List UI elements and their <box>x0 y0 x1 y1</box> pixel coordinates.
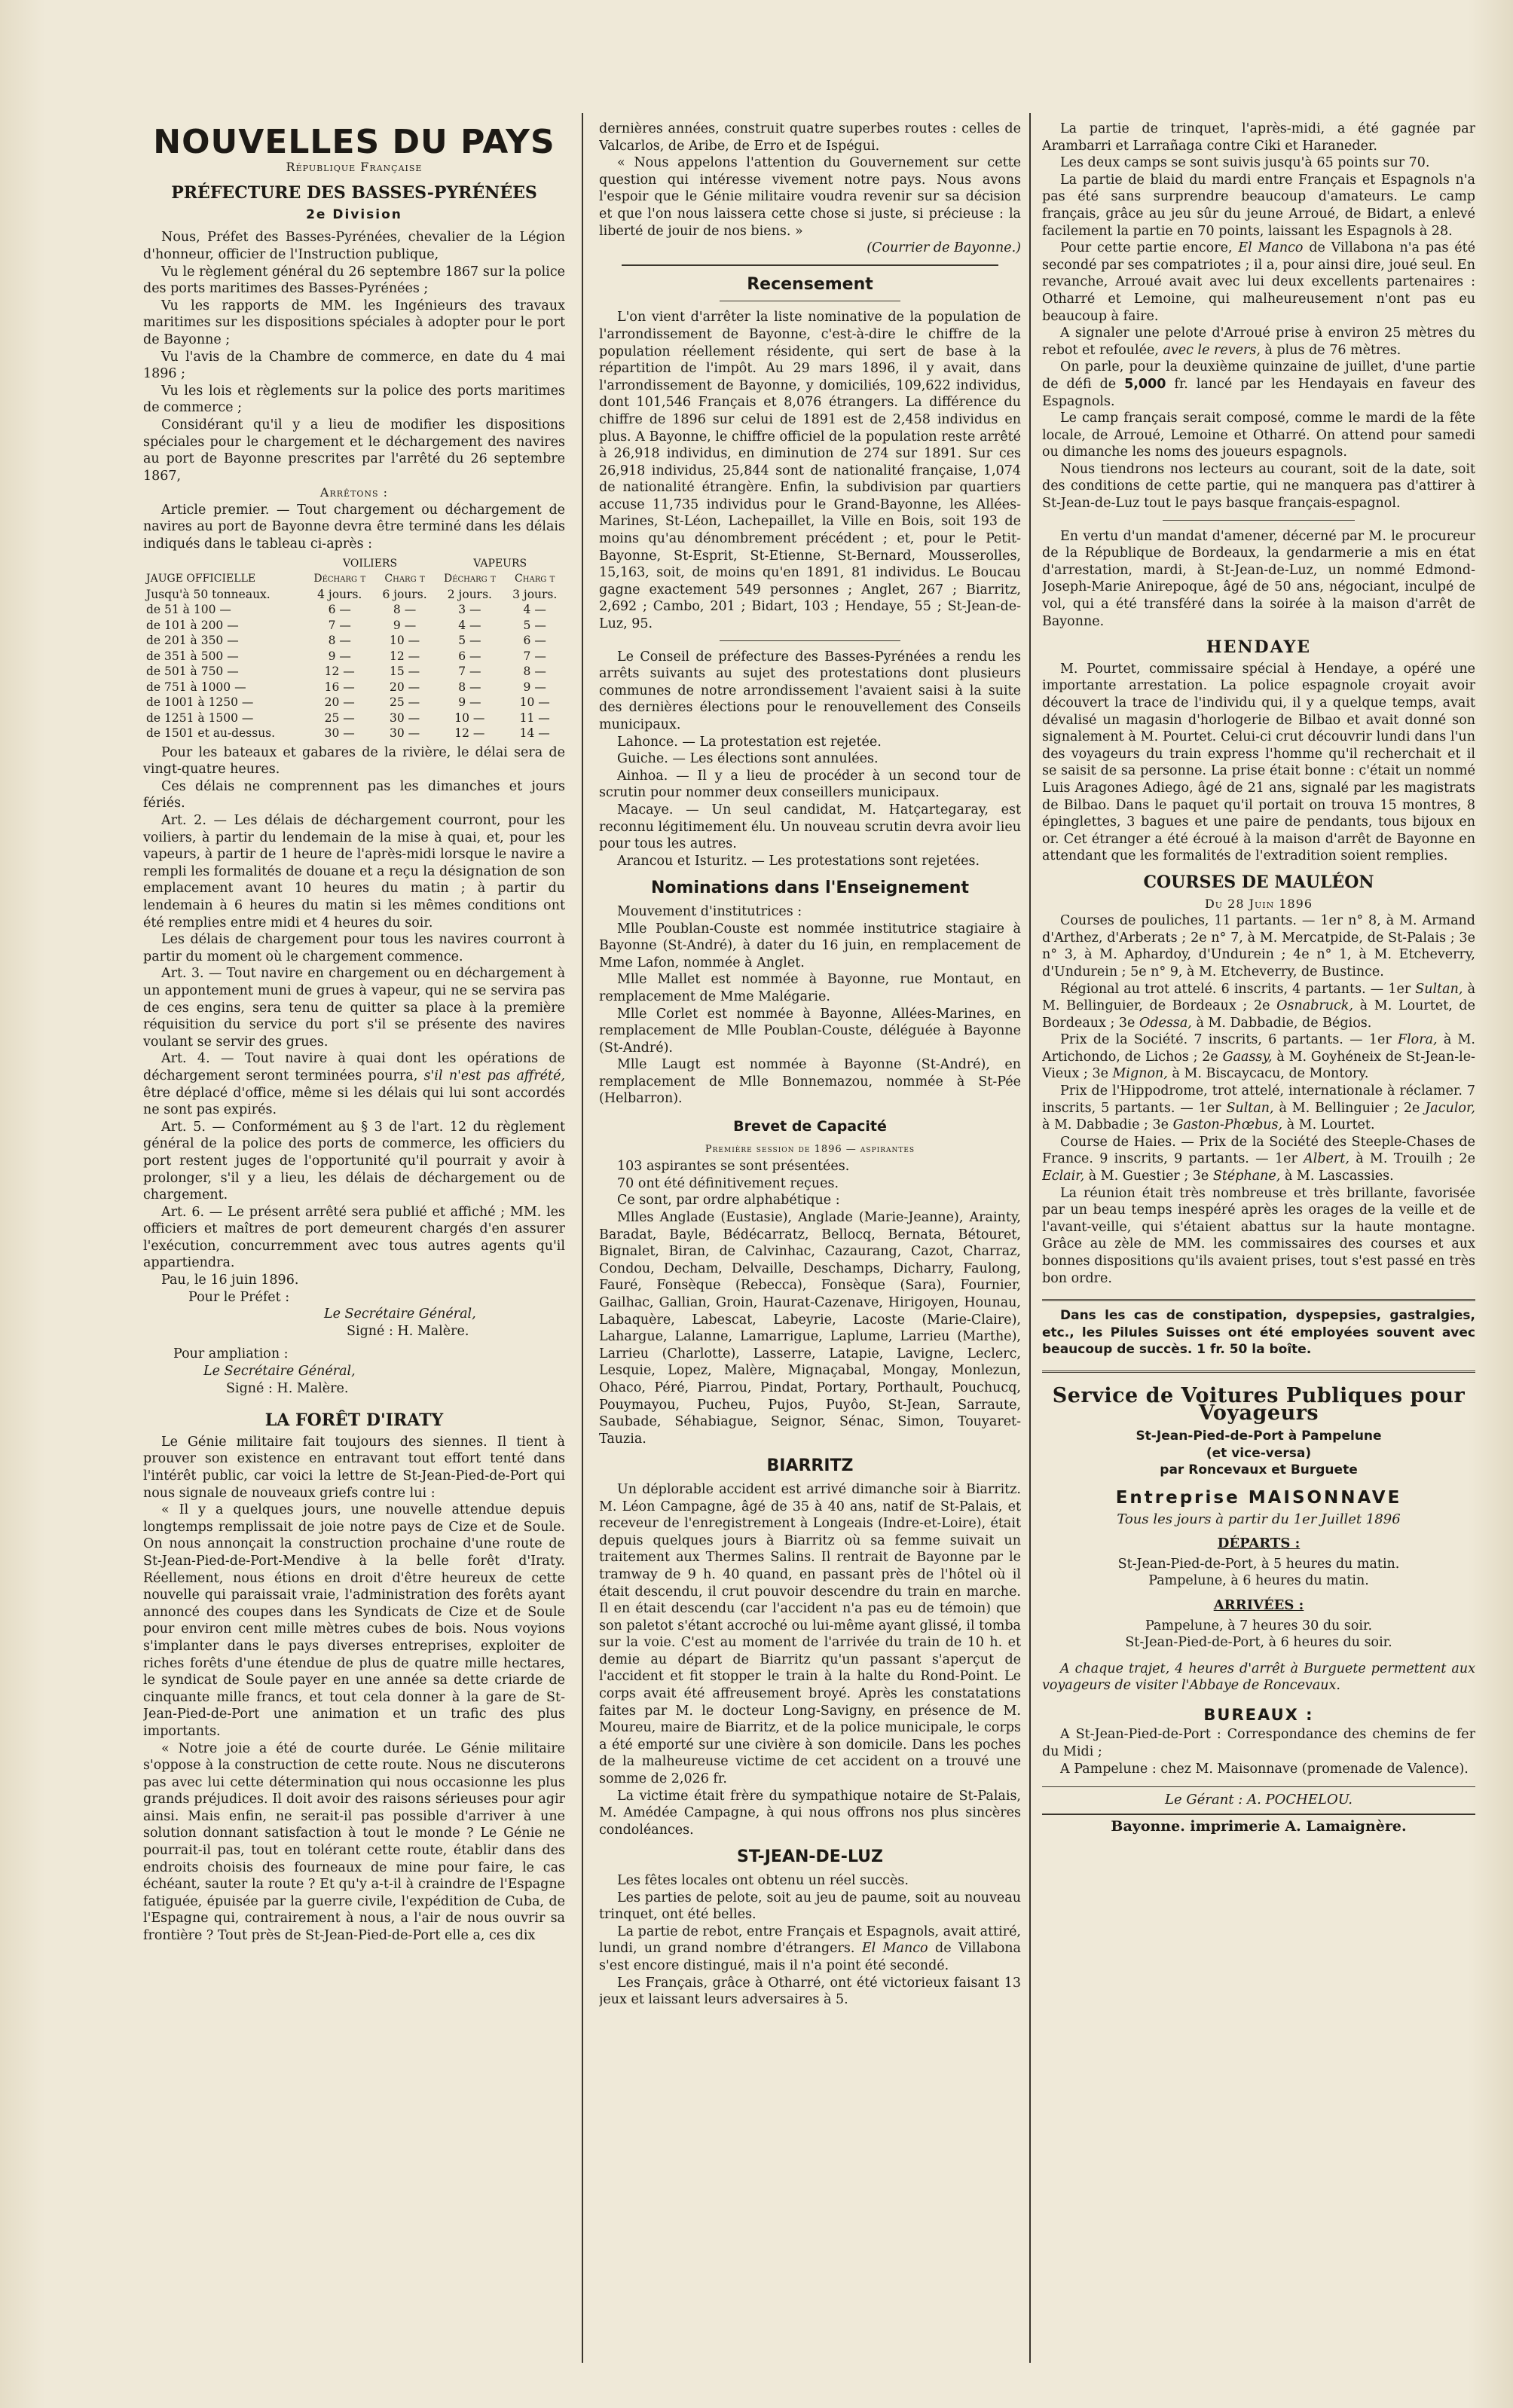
table-cell-delai: 15 — <box>389 665 420 679</box>
table-head-charg: Charg t <box>515 573 555 585</box>
column-1 <box>143 121 565 2388</box>
masthead: NOUVELLES DU PAYS <box>153 123 555 161</box>
paragraph: La partie de rebot, entre Français et Espagnols, avait attiré, lundi, un grand nombre d'étrangers. El Manco de Villabona s'est encore distingué, mais il n'a point été secondé. <box>599 1924 1021 1973</box>
paragraph: Considérant qu'il y a lieu de modifier les dispositions spéciales pour le chargement et le déchargement des navires au port de Bayonne prescrites par l'arrêté du 26 septembre 1867, <box>143 417 565 484</box>
ad-arret-note: A chaque trajet, 4 heures d'arrêt à Burguete permettent aux voyageurs de visiter l'Abbaye de Roncevaux. <box>1042 1661 1475 1694</box>
table-cell-delai: 8 — <box>523 665 546 679</box>
table-row <box>143 618 565 634</box>
ad-voitures-title: Service de Voitures Publiques pour Voyageurs <box>1052 1383 1466 1425</box>
table-cell-jauge: de 1251 à 1500 — <box>146 710 254 725</box>
paragraph: Prix de l'Hippodrome, trot attelé, internationale à réclamer. 7 inscrits, 5 partants. — 1er Sultan, à M. Bellinguier ; 2e Jaculor, à M. Dabbadie ; 3e Gaston-Phœbus, à M. Lourtet. <box>1042 1083 1475 1133</box>
table-cell-delai: 4 — <box>458 618 481 632</box>
table-cell-delai: 20 — <box>389 680 420 694</box>
paragraph: La victime était frère du sympathique notaire de St-Palais, M. Amédée Campagne, à qui nous offrons nos plus sincères condoléances. <box>599 1788 1021 1838</box>
table-cell-jauge: de 1501 et au-dessus. <box>146 726 276 741</box>
paragraph: Les fêtes locales ont obtenu un réel succès. <box>617 1873 909 1888</box>
paragraph: Mlles Anglade (Eustasie), Anglade (Marie-Jeanne), Arainty, Baradat, Bayle, Bédécarratz, Bellocq, Bernata, Bétouret, Bignalet, Biran, de Calvinhac, Cazaurang, Cazot, Charraz, Condou, Decham, Delvaille, Deschamps, Dicharry, Faulong, Fauré, Fonsèque (Rebecca), Fonsèque (Sara), Fournier, Gailhac, Gallian, Groin, Haurat-Cazenave, Hirigoyen, Hounau, Labaquère, Labescat, Labeyrie, Lacoste (Marie-Claire), Lahargue, Lalanne, Lamarrigue, Laplume, Larrieu (Marthe), Larrieu (Charlotte), Lasserre, Latapie, Lavigne, Leclerc, Lesquie, Lopez, Malère, Mignaçabal, Mongay, Monlezun, Ohaco, Péré, Piarrou, Pindat, Portary, Porthault, Pouchucq, Pouymayou, Pucheu, Pujos, Puyôo, St-Jean, Sarraute, Saubade, Séhabiague, Seignor, Sénac, Simon, Touyaret-Tauzia. <box>599 1210 1021 1447</box>
table-head-jauge: JAUGE OFFICIELLE <box>146 573 256 585</box>
advertisement-pilules <box>1042 1299 1475 1358</box>
paragraph: Vu l'avis de la Chambre de commerce, en date du 4 mai 1896 ; <box>143 349 565 382</box>
table-cell-jauge: de 51 à 100 — <box>146 603 231 617</box>
ad-bureaux-heading: BUREAUX : <box>1203 1705 1314 1724</box>
paragraph: Régional au trot attelé. 6 inscrits, 4 partants. — 1er Sultan, à M. Bellinguier, de Bordeaux ; 2e Osnabruck, à M. Lourtet, de Bordeaux ; 3e Odessa, à M. Dabbadie, de Bégios. <box>1042 981 1475 1031</box>
gerant-line: Le Gérant : A. POCHELOU. <box>1165 1792 1353 1808</box>
paragraph: En vertu d'un mandat d'amener, décerné par M. le procureur de la République de Bordeaux, la gendarmerie a mis en état d'arrestation, mardi, à St-Jean-de-Luz, un nommé Edmond-Joseph-Marie Anirepoque, âgé de 50 ans, négociant, inculpé de vol, qui a été transféré dans la soirée à la maison d'arrêt de Bayonne. <box>1042 528 1475 629</box>
table-cell-jauge: de 351 à 500 — <box>146 649 239 663</box>
nominations-title: Nominations dans l'Enseignement <box>651 879 969 898</box>
column-2 <box>599 121 1021 2388</box>
table-head-vapeurs: VAPEURS <box>473 557 527 570</box>
table-cell-delai: 7 — <box>458 665 481 679</box>
paragraph: Le Conseil de préfecture des Basses-Pyrénées a rendu les arrêts suivants au sujet des protestations dont plusieurs communes de notre arrondissement l'avaient saisi à la suite des dernières élections pour le renouvellement des Conseils municipaux. <box>599 649 1021 732</box>
table-row <box>143 587 565 603</box>
table-cell-delai: 8 — <box>458 680 481 694</box>
courses-date: Du 28 Juin 1896 <box>1204 896 1313 911</box>
divider <box>622 264 998 266</box>
table-cell-delai: 8 — <box>328 634 351 648</box>
ampliation: Pour ampliation : <box>173 1346 289 1362</box>
table-cell-jauge: de 501 à 750 — <box>146 665 239 679</box>
table-row <box>143 680 565 695</box>
paragraph: Nous tiendrons nos lecteurs au courant, soit de la date, soit des conditions de cette partie, qui ne manquera pas d'attirer à St-Jean-de-Luz tout le pays basque français-espagnol. <box>1042 461 1475 512</box>
divider <box>1163 520 1355 521</box>
paragraph: 103 aspirantes se sont présentées. <box>617 1159 850 1175</box>
table-cell-delai: 16 — <box>324 680 355 694</box>
secretaire-general: Le Secrétaire Général, <box>324 1306 476 1322</box>
paragraph: Courses de pouliches, 11 partants. — 1er n° 8, à M. Armand d'Arthez, d'Arberats ; 2e n° 7, à M. Mercatpide, de St-Palais ; 3e n° 3, à M. Aphardoy, d'Undurein ; 4e n° 1, à M. Etcheverry, d'Undurein ; 5e n° 9, à M. Etcheverry, de Bustince. <box>1042 913 1475 979</box>
paragraph: Vu les lois et règlements sur la police des ports maritimes de commerce ; <box>143 383 565 416</box>
imprimerie-line: Bayonne. imprimerie A. Lamaignère. <box>1042 1814 1475 1835</box>
table-cell-delai: 4 — <box>523 603 546 617</box>
paragraph: Nous, Préfet des Basses-Pyrénées, chevalier de la Légion d'honneur, officier de l'Instruction publique, <box>143 230 565 262</box>
table-cell-delai: 20 — <box>324 695 355 710</box>
article-1: Article premier. — Tout chargement ou déchargement de navires au port de Bayonne devra être terminé dans les délais indiqués dans le tableau ci-après : <box>143 502 565 552</box>
paragraph: Les deux camps se sont suivis jusqu'à 65 points sur 70. <box>1060 155 1430 171</box>
arretons-label: Arrêtons : <box>319 485 389 500</box>
ad-bureau-line: A Pampelune : chez M. Maisonnave (promenade de Valence). <box>1060 1761 1469 1777</box>
table-head-dech: Décharg t <box>313 573 366 585</box>
paragraph: A signaler une pelote d'Arroué prise à environ 25 mètres du rebot et refoulée, avec le revers, à plus de 76 mètres. <box>1042 325 1475 358</box>
table-cell-delai: 5 — <box>458 634 481 648</box>
paragraph: Ces délais ne comprennent pas les dimanches et jours fériés. <box>143 778 565 811</box>
table-cell-delai: 6 — <box>523 634 546 648</box>
paragraph: Le camp français serait composé, comme le mardi de la fête locale, de Arroué, Lemoine et Otharré. On attend pour samedi ou dimanche les noms des joueurs espagnols. <box>1042 411 1475 460</box>
column-rule <box>582 113 583 2363</box>
table-row <box>143 710 565 726</box>
paragraph: Les délais de chargement pour tous les navires courront à partir du moment où le chargement commence. <box>143 932 565 964</box>
ad-pilules-text: Dans les cas de constipation, dyspepsies, gastralgies, etc., les Pilules Suisses ont été employées souvent avec beaucoup de succès. 1 fr. 50 la boîte. <box>1042 1308 1475 1358</box>
paragraph: Prix de la Société. 7 inscrits, 6 partants. — 1er Flora, à M. Artichondo, de Lichos ; 2e Gaassy, à M. Goyhéneix de St-Jean-le-Vieux ; 3e Mignon, à M. Biscaycacu, de Montory. <box>1042 1032 1475 1082</box>
table-cell-delai: 9 — <box>458 695 481 710</box>
paragraph: Les parties de pelote, soit au jeu de paume, soit au nouveau trinquet, ont été belles. <box>599 1890 1021 1923</box>
paragraph: Vu le règlement général du 26 septembre 1867 sur la police des ports maritimes des Basses-Pyrénées ; <box>143 264 565 297</box>
table-cell-delai: 10 — <box>454 710 485 725</box>
table-cell-jauge: de 101 à 200 — <box>146 618 239 632</box>
ad-arrivees-heading: ARRIVÉES : <box>1213 1597 1304 1613</box>
paragraph: Les Français, grâce à Otharré, ont été victorieux faisant 13 jeux et laissant leurs adversaires à 5. <box>599 1975 1021 2008</box>
article-4: Art. 4. — Tout navire à quai dont les opérations de déchargement seront terminées pourra, s'il n'est pas affrété, être déplacé d'office, même si les délais qui lui sont accordés ne sont pas expirés. <box>143 1051 565 1118</box>
source-credit: (Courrier de Bayonne.) <box>867 240 1021 256</box>
ad-depart-line: Pampelune, à 6 heures du matin. <box>1148 1573 1369 1589</box>
table-cell-delai: 6 jours. <box>382 587 427 601</box>
paragraph: Mlle Corlet est nommée à Bayonne, Allées-Marines, en remplacement de Mlle Poublan-Couste, déléguée à Bayonne (St-André). <box>599 1006 1021 1056</box>
paragraph: L'on vient d'arrêter la liste nominative de la population de l'arrondissement de Bayonne, c'est-à-dire le chiffre de la population réellement résidente, qui sert de base à la répartition de l'impôt. Au 29 mars 1896, il y avait, dans l'arrondissement de Bayonne, y domiciliés, 109,622 individus, dont 101,546 Français et 8,076 étrangers. La différence du chiffre de 1896 sur celui de 1891 est de 2,458 individus en plus. A Bayonne, le chiffre officiel de la population reste arrêté à 26,918 individus, en diminution de 274 sur 1891. Sur ces 26,918 individus, 25,844 sont de nationalité française, 1,074 de nationalité étrangère. Enfin, la subdivision par quartiers accuse 11,735 individus pour le Grand-Bayonne, les Allées-Marines, St-Léon, Lachepaillet, la Ville en Bois, soit 193 de moins qu'au dénombrement précédent ; et, pour le Petit-Bayonne, St-Esprit, St-Etienne, St-Bernard, Mousserolles, 15,163, soit, de moins qu'en 1891, 81 individus. Le Boucau gagne exactement 549 personnes ; Anglet, 267 ; Biarritz, 2,692 ; Cambo, 201 ; Bidart, 103 ; Hendaye, 55 ; St-Jean-de-Luz, 95. <box>599 310 1021 632</box>
prefecture-title: PRÉFECTURE DES BASSES-PYRÉNÉES <box>171 183 537 203</box>
table-cell-delai: 4 jours. <box>317 587 362 601</box>
table-cell-delai: 11 — <box>519 710 550 725</box>
ad-route: St-Jean-Pied-de-Port à Pampelune <box>1136 1429 1382 1444</box>
divider <box>720 640 900 641</box>
paragraph: 70 ont été définitivement reçues. <box>617 1175 839 1191</box>
paragraph: dernières années, construit quatre superbes routes : celles de Valcarlos, de Aribe, de Erro et de Ispégui. <box>599 121 1021 154</box>
table-row <box>143 695 565 710</box>
table-cell-delai: 14 — <box>519 726 550 741</box>
table-cell-jauge: de 751 à 1000 — <box>146 680 246 694</box>
article-2: Art. 2. — Les délais de déchargement courront, pour les voiliers, à partir du lendemain de la mise à quai, et, pour les vapeurs, à partir de 1 heure de l'après-midi lorsque le navire a rempli les formalités de douane et a reçu la désignation de son emplacement avant 10 heures du matin ; à partir du lendemain à 6 heures du matin si les mêmes conditions ont été remplies entre midi et 4 heures du soir. <box>143 813 565 931</box>
table-cell-delai: 25 — <box>389 695 420 710</box>
article-6: Art. 6. — Le présent arrêté sera publié et affiché ; MM. les officiers et maîtres de port demeurent chargés d'en assurer l'exécution, concurremment avec tous autres agents qu'il appartiendra. <box>143 1204 565 1271</box>
table-cell-delai: 30 — <box>389 710 420 725</box>
stjean-title: ST-JEAN-DE-LUZ <box>736 1847 883 1867</box>
table-cell-delai: 10 — <box>519 695 550 710</box>
paragraph: Pour cette partie encore, El Manco de Villabona n'a pas été secondé par ses compatriotes ; il a, pour ainsi dire, joué seul. En revanche, Arroué avait avec lui deux excellents partenaires : Otharré et Lemoine, qui malheureusement n'ont pas eu beaucoup à faire. <box>1042 240 1475 324</box>
table-cell-delai: 6 — <box>328 603 351 617</box>
date-line: Pau, le 16 juin 1896. <box>161 1273 299 1288</box>
table-cell-jauge: de 201 à 350 — <box>146 634 239 648</box>
column-rule <box>1029 113 1031 2363</box>
paragraph: Lahonce. — La protestation est rejetée. <box>617 734 882 750</box>
pour-prefet: Pour le Préfet : <box>188 1289 290 1305</box>
brevet-subtitle: Première session de 1896 — aspirantes <box>705 1143 915 1155</box>
ad-departs-heading: DÉPARTS : <box>1217 1536 1301 1552</box>
paragraph: Ainhoa. — Il y a lieu de procéder à un second tour de scrutin pour nommer deux conseillers municipaux. <box>599 768 1021 801</box>
signature: Signé : H. Malère. <box>347 1323 469 1339</box>
biarritz-title: BIARRITZ <box>766 1456 854 1476</box>
paragraph: M. Pourtet, commissaire spécial à Hendaye, a opéré une importante arrestation. La police espagnole croyait avoir découvert la trace de l'individu qui, il y a quelque temps, avait dévalisé un magasin d'horlogerie de Bilbao et avait donné son signalement à M. Pourtet. Celui-ci crut découvrir lundi dans l'un des voyageurs du train express l'homme qu'il recherchait et il se saisit de sa personne. La prise était bonne : c'était un nommé Luis Aragones Adiego, âgé de 21 ans, signalé par les magistrats de Bilbao. Dans le paquet qu'il portait on trouva 15 montres, 8 épinglettes, 3 bagues et une paire de pendants, tous bijoux en or. Cet étranger a été écroué à la maison d'arrêt de Bayonne en attendant que les formalités de l'extradition soient remplies. <box>1042 661 1475 864</box>
table-cell-delai: 7 — <box>328 618 351 632</box>
paragraph: Macaye. — Un seul candidat, M. Hatçartegaray, est reconnu légitimement élu. Un nouveau scrutin devra avoir lieu pour tous les autres. <box>599 802 1021 852</box>
table-row <box>143 602 565 618</box>
paragraph: « Notre joie a été de courte durée. Le Génie militaire s'oppose à la construction de cette route. Nous ne discuterons pas avec lui cette détermination qui nous occasionne les plus grands préjudices. Il doit avoir des raisons sérieuses pour agir ainsi. Mais enfin, ne serait-il pas possible d'arriver à une solution donnant satisfaction à tout le monde ? Le Génie ne pourrait-il pas, tout en tolérant cette route, établir dans des endroits choisis des fourneaux de mine pour faire, le cas échéant, sauter la route ? Et qu'y a-t-il à craindre de l'Espagne fatiguée, épuisée par la guerre civile, l'expédition de Cuba, de l'Espagne qui, contrairement à nous, a l'air de nous ouvrir sa frontière ? Tout près de St-Jean-Pied-de-Port elle a, ces dix <box>143 1740 565 1944</box>
secretaire-general: Le Secrétaire Général, <box>203 1364 356 1380</box>
courses-title: COURSES DE MAULÉON <box>1143 872 1374 892</box>
table-row <box>143 649 565 665</box>
table-cell-delai: 3 jours. <box>512 587 558 601</box>
article-5: Art. 5. — Conformément au § 3 de l'art. 12 du règlement général de la police des ports de commerce, les officiers du port restent juges de l'opportunité qu'il pourrait y avoir à prolonger, s'il y a lieu, les délais de déchargement ou de chargement. <box>143 1119 565 1203</box>
republique-heading: République Française <box>286 159 423 174</box>
table-cell-delai: 8 — <box>393 603 417 617</box>
column-3 <box>1042 121 1475 2388</box>
paragraph: Mlle Laugt est nommée à Bayonne (St-André), en remplacement de Mlle Bonnemazou, nommée à St-Pée (Helbarron). <box>599 1057 1021 1107</box>
paragraph: La partie de blaid du mardi entre Français et Espagnols n'a pas été sans surprendre beaucoup d'amateurs. Le camp français, grâce au jeu sûr du jeune Arroué, de Bidart, a enlevé facilement la partie en 70 points, laissant les Espagnols à 28. <box>1042 172 1475 239</box>
table-head-charg: Charg t <box>384 573 425 585</box>
table-cell-delai: 2 jours. <box>447 587 492 601</box>
table-cell-delai: 3 — <box>458 603 481 617</box>
ad-via: par Roncevaux et Burguete <box>1160 1462 1358 1478</box>
paragraph: Le Génie militaire fait toujours des siennes. Il tient à prouver son existence en entravant tout effort tenté dans l'intérêt public, car voici la lettre de St-Jean-Pied-de-Port qui nous signale de nouveaux griefs contre lui : <box>143 1434 565 1501</box>
paragraph: Mlle Poublan-Couste est nommée institutrice stagiaire à Bayonne (St-André), à dater du 16 juin, en remplacement de Mme Lafon, nommée à Anglet. <box>599 921 1021 970</box>
paragraph: La partie de trinquet, l'après-midi, a été gagnée par Arambarri et Larrañaga contre Ciki et Haraneder. <box>1042 121 1475 154</box>
brevet-title: Brevet de Capacité <box>733 1118 887 1135</box>
table-head-voiliers: VOILIERS <box>343 557 398 570</box>
table-cell-delai: 12 — <box>389 649 420 663</box>
ad-vice-versa: (et vice-versa) <box>1206 1445 1312 1461</box>
table-row <box>143 726 565 741</box>
ad-bureau-line: A St-Jean-Pied-de-Port : Correspondance des chemins de fer du Midi ; <box>1042 1727 1475 1760</box>
paragraph: Course de Haies. — Prix de la Société des Steeple-Chases de France. 9 inscrits, 9 partants. — 1er Albert, à M. Trouilh ; 2e Eclair, à M. Guestier ; 3e Stéphane, à M. Lascassies. <box>1042 1134 1475 1184</box>
table-row <box>143 633 565 649</box>
paragraph: « Il y a quelques jours, une nouvelle attendue depuis longtemps remplissait de joie notre pays de Cize et de Soule. On nous annonçait la construction prochaine d'une route de St-Jean-Pied-de-Port-Mendive à la belle forêt d'Iraty. Réellement, nous étions en droit d'être heureux de cette nouvelle qui paraissait vraie, l'administration des forêts ayant annoncé des coupes dans les Syndicats de Cize et de Soule pour environ cent mille mètres cubes de bois. Nous voyions s'implanter dans le pays diverses entreprises, exploiter de riches forêts d'une étendue de plus de quatre mille hectares, le syndicat de Soule payer en une année sa dette criarde de cinquante mille francs, et tout cela donner à la gare de St-Jean-Pied-de-Port une animation et un trafic des plus importants. <box>143 1502 565 1739</box>
ad-arrivee-line: St-Jean-Pied-de-Port, à 6 heures du soir. <box>1125 1635 1392 1651</box>
table-cell-jauge: Jusqu'à 50 tonneaux. <box>146 587 271 601</box>
table-cell-delai: 12 — <box>454 726 485 741</box>
table-cell-delai: 9 — <box>523 680 546 694</box>
table-head-dech: Décharg t <box>443 573 496 585</box>
ad-depart-line: St-Jean-Pied-de-Port, à 5 heures du matin. <box>1117 1556 1400 1572</box>
paragraph: Pour les bateaux et gabares de la rivière, le délai sera de vingt-quatre heures. <box>143 744 565 778</box>
paragraph: « Nous appelons l'attention du Gouvernement sur cette question qui intéresse vivement notre pays. Nous avons l'espoir que le Génie militaire voudra revenir sur sa décision et que l'on nous laissera cette chose si juste, si précieuse : la liberté de jouir de nos biens. » <box>599 155 1021 239</box>
hendaye-title: HENDAYE <box>1206 637 1312 658</box>
table-cell-jauge: de 1001 à 1250 — <box>146 695 254 710</box>
paragraph: Ce sont, par ordre alphabétique : <box>617 1193 840 1209</box>
signature: Signé : H. Malère. <box>226 1380 349 1396</box>
ad-tous-les-jours: Tous les jours à partir du 1er Juillet 1896 <box>1117 1511 1401 1527</box>
recensement-title: Recensement <box>747 274 873 294</box>
table-cell-delai: 12 — <box>324 665 355 679</box>
division-label: 2e Division <box>306 206 402 222</box>
foret-title: LA FORÊT D'IRATY <box>264 1410 444 1431</box>
table-cell-delai: 30 — <box>389 726 420 741</box>
footer <box>1042 1786 1475 1835</box>
article-3: Art. 3. — Tout navire en chargement ou en déchargement à un appontement muni de grues à vapeur, qui ne se servira pas de ces engins, sera tenu de quitter sa place à la première réquisition du service du port s'il se présente des navires voulant se servir des grues. <box>143 966 565 1050</box>
paragraph: Mlle Mallet est nommée à Bayonne, rue Montaut, en remplacement de Mme Malégarie. <box>599 972 1021 1004</box>
table-cell-delai: 7 — <box>523 649 546 663</box>
paragraph: Mouvement d'institutrices : <box>617 903 802 919</box>
delais-table <box>143 556 565 741</box>
paragraph: Guiche. — Les élections sont annulées. <box>617 751 879 767</box>
ad-arrivee-line: Pampelune, à 7 heures 30 du soir. <box>1145 1618 1373 1633</box>
table-cell-delai: 5 — <box>523 618 546 632</box>
table-cell-delai: 10 — <box>389 634 420 648</box>
paragraph: Vu les rapports de MM. les Ingénieurs des travaux maritimes sur les dispositions spéciales à adopter pour le port de Bayonne ; <box>143 298 565 347</box>
table-cell-delai: 9 — <box>393 618 417 632</box>
table-cell-delai: 9 — <box>328 649 351 663</box>
ad-entreprise: Entreprise MAISONNAVE <box>1115 1487 1402 1508</box>
table-cell-delai: 25 — <box>324 710 355 725</box>
table-row <box>143 664 565 680</box>
table-cell-delai: 30 — <box>324 726 355 741</box>
paragraph: La réunion était très nombreuse et très brillante, favorisée par un beau temps inespéré après les orages de la veille et de l'avant-veille, qui s'étaient abattus sur la haute montagne. Grâce au zèle de MM. les commissaires des courses et aux bonnes dispositions qu'ils avaient prises, tout s'est passé en très bon ordre. <box>1042 1185 1475 1286</box>
advertisement-voitures <box>1042 1371 1475 1777</box>
paragraph: Arancou et Isturitz. — Les protestations sont rejetées. <box>617 853 980 869</box>
paragraph: On parle, pour la deuxième quinzaine de juillet, d'une partie de défi de 5,000 fr. lancé par les Hendayais en faveur des Espagnols. <box>1042 359 1475 409</box>
table-cell-delai: 6 — <box>458 649 481 663</box>
paragraph: Un déplorable accident est arrivé dimanche soir à Biarritz. M. Léon Campagne, âgé de 35 à 40 ans, natif de St-Palais, et receveur de l'enregistrement à Longeais (Indre-et-Loire), était depuis quelques jours à Biarritz où sa femme suivait un traitement aux Thermes Salins. Il rentrait de Bayonne par le tramway de 9 h. 40 quand, en passant près de l'hôtel où il était descendu, il crut pouvoir descendre du train en marche. Il en était descendu (car l'accident n'a pas eu de témoin) que son paletot s'étant accroché ou lui-même ayant glissé, il tomba sur la voie. C'est au moment de l'arrivée du train de 10 h. et demie au départ de Biarritz qu'un passant s'aperçut de l'accident et fit stopper le train à la halte du Rond-Point. Le corps avait été affreusement broyé. Après les constatations faites par M. le docteur Long-Savigny, en présence de M. Moureu, maire de Biarritz, et de la police municipale, le corps a été emporté sur une civière à son domicile. Dans les poches de la malheureuse victime de cet accident on a trouvé une somme de 2,026 fr. <box>599 1481 1021 1787</box>
